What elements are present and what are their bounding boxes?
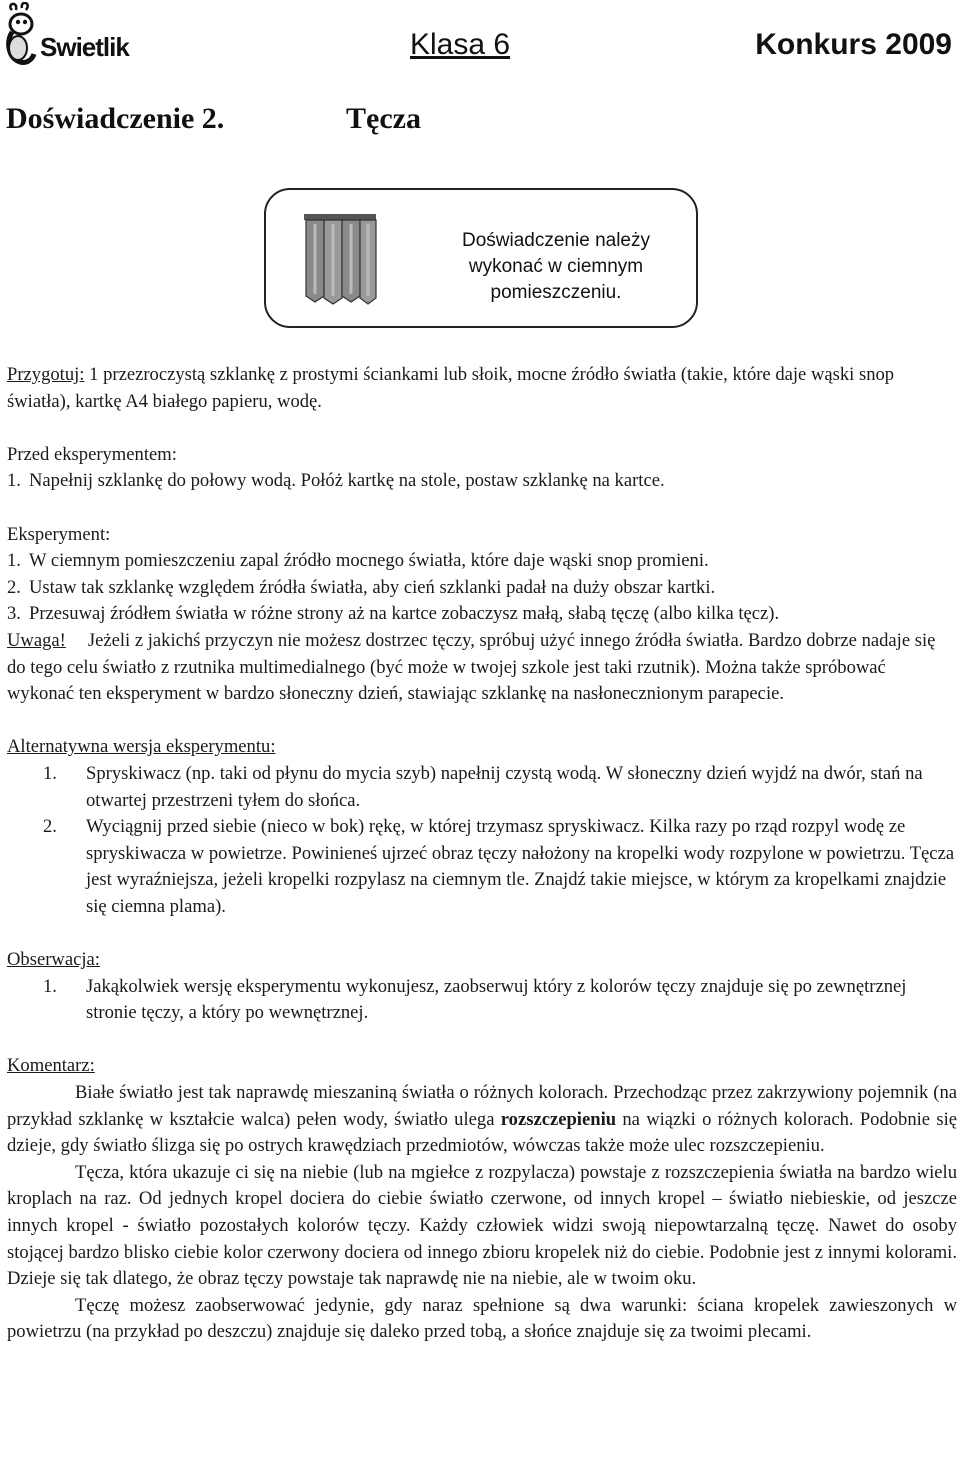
prepare-paragraph — [7, 362, 957, 415]
contest-label: Konkurs 2009 — [755, 28, 952, 61]
experiment-label: Eksperyment: — [7, 523, 111, 545]
notice-line: Doświadczenie należy — [462, 230, 650, 251]
list-item: 2. Ustaw tak szklankę względem źródła światła, aby cień szklanki padał na duży obszar kartki. — [7, 576, 716, 598]
notice-text — [436, 228, 676, 306]
warning-paragraph — [7, 628, 957, 708]
alternative-label: Alternatywna wersja eksperymentu: — [7, 736, 276, 758]
swietlik-logo — [4, 2, 129, 72]
comment-paragraph: Tęczę możesz zaobserwować jedynie, gdy naraz spełnione są dwa warunki: ściana kropelek zawieszonych w powietrzu (na przykład po deszczu) znajduje się daleko przed tobą, a słońce znajduje się za twoimi plecami. — [7, 1294, 957, 1343]
prepare-text: 1 przezroczystą szklankę z prostymi ściankami lub słoik, mocne źródło światła (takie, które daje wąski snop światła), kartkę A4 białego papieru, wodę. — [7, 364, 895, 412]
prepare-label: Przygotuj: — [7, 364, 85, 385]
list-item: 2. Wyciągnij przed siebie (nieco w bok) rękę, w której trzymasz spryskiwacz. Kilka razy po rząd rozpyl wodę ze spryskiwacza w powietrze. Powinieneś ujrzeć obraz tęczy nałożony na kropelki wody rozpylone w powietrzu. Tęcza jest wyraźniejsza, jeżeli kropelki rozpylasz na ciemnym tle. Znajdź takie miejsce, w którym za kropelkami znajdzie się ciemna plama). — [43, 816, 955, 917]
emphasis-term: rozszczepieniu — [500, 1108, 617, 1130]
list-item: 3. Przesuwaj źródłem światła w różne strony aż na kartce zobaczysz małą, słabą tęczę (albo kilka tęcz). — [7, 603, 780, 625]
notice-line: pomieszczeniu. — [490, 282, 622, 303]
observation-label: Obserwacja: — [7, 949, 100, 971]
list-item: 1. W ciemnym pomieszczeniu zapal źródło mocnego światła, które daje wąski snop promieni. — [7, 550, 709, 572]
notice-line: wykonać w ciemnym — [468, 256, 644, 277]
experiment-number: Doświadczenie 2. — [6, 102, 225, 135]
comment-paragraph: Białe światło jest tak naprawdę mieszaniną światła o różnych kolorach. Przechodząc przez zakrzywiony pojemnik (na przykład szklankę w kształcie walca) pełen wody, światło ulega rozszczepieniu na wiązki o różnych kolorach. Podobnie się dzieje, gdy światło ślizga się po ostrych krawędziach przedmiotów, wówczas także może ulec rozszczepieniu. — [7, 1082, 958, 1157]
worksheet-body — [7, 362, 957, 1346]
comment-paragraph: Tęcza, która ukazuje ci się na niebie (lub na mgiełce z rozpylacza) powstaje z rozszczepienia światła na bardzo wielu kroplach na raz. Od jednych kropel dociera do ciebie światło czerwone, od innych kropel – światło niebieskie, od jeszcze innych kropel - światło pozostałych kolorów tęczy. Każdy człowiek widzi swoją niepowtarzalną tęczę. Nawet do osoby stojącej bardzo blisko ciebie kolor czerwony dociera od innego zbioru kropelek niż do ciebie. Podobnie jest z innymi kolorami. Dzieje się tak dlatego, że obraz tęczy powstaje tak naprawdę nie na niebie, ale w twoim oku. — [7, 1161, 957, 1290]
list-item: 1. Napełnij szklankę do połowy wodą. Połóż kartkę na stole, postaw szklankę na kartce. — [7, 470, 665, 492]
list-item: 1. Spryskiwacz (np. taki od płynu do mycia szyb) napełnij czystą wodą. W słoneczny dzień wyjdź na dwór, stań na otwartej przestrzeni tyłem do słońca. — [43, 762, 923, 811]
comment-label: Komentarz: — [7, 1055, 95, 1077]
before-label: Przed eksperymentem: — [7, 443, 177, 465]
class-label: Klasa 6 — [410, 28, 511, 61]
warning-label: Uwaga! — [7, 629, 66, 651]
curtain-icon — [302, 212, 378, 306]
experiment-title: Tęcza — [346, 102, 421, 135]
notice-box — [264, 188, 698, 328]
logo-text: Swietlik — [40, 32, 129, 62]
warning-text: Jeżeli z jakichś przyczyn nie możesz dostrzec tęczy, spróbuj użyć innego źródła światła. Bardzo dobrze nadaje się do tego celu światło z rzutnika multimedialnego (być może w twojej szkole jest taki rzutnik). Można także spróbować wykonać ten eksperyment w bardzo słoneczny dzień, stawiając szklankę na nasłonecznionym parapecie. — [7, 629, 936, 705]
list-item: 1. Jakąkolwiek wersję eksperymentu wykonujesz, zaobserwuj który z kolorów tęczy znajduje się po zewnętrznej stronie tęczy, a który po wewnętrznej. — [43, 975, 907, 1024]
